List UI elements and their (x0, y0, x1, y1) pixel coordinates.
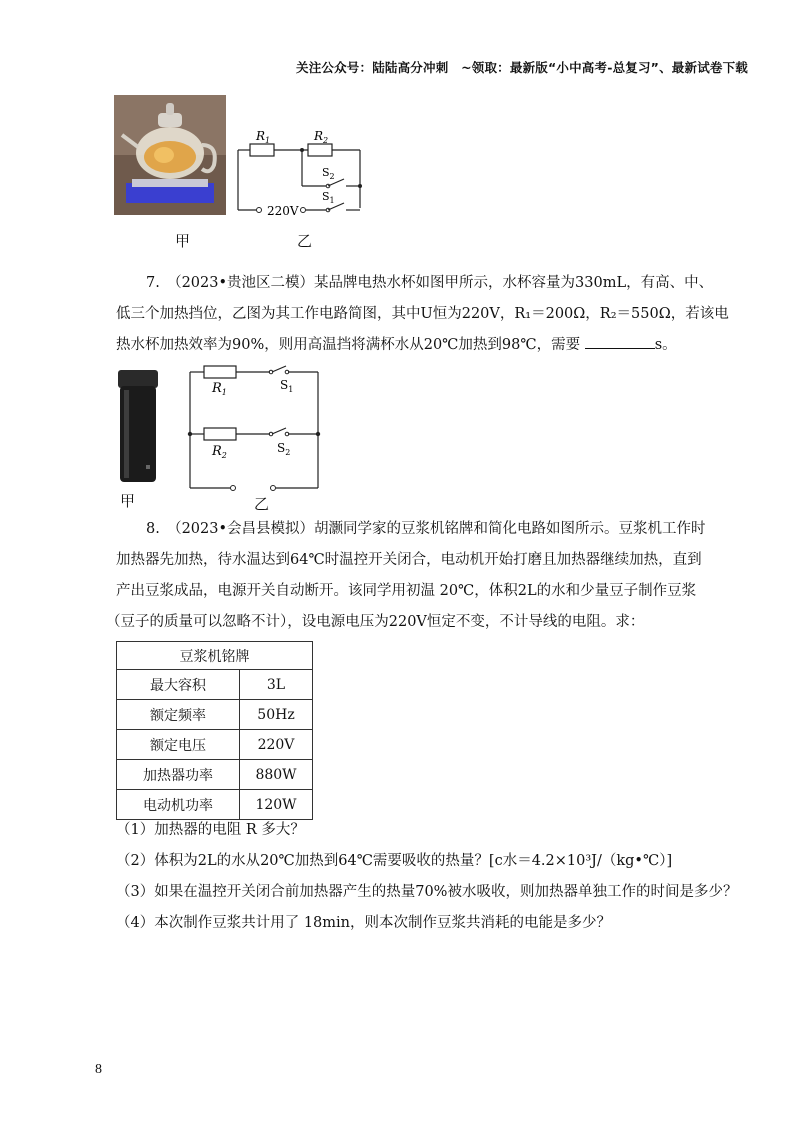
q7-line-3-unit: s。 (654, 337, 677, 353)
table-row (117, 760, 313, 790)
label-q7-s2: $S_2$ (277, 441, 291, 457)
row-value: 120W (240, 790, 313, 820)
q8-line-1: 8. （2023•会昌县模拟）胡灏同学家的豆浆机铭牌和简化电路如图所示。豆浆机工作时 (146, 521, 706, 537)
thermos-cup-photo (116, 370, 160, 485)
q8-line-2: 加热器先加热，待水温达到64℃时温控开关闭合，电动机开始打磨且加热器继续加热，直到 (116, 552, 702, 568)
q8-line-3: 产出豆浆成品，电源开关自动断开。该同学用初温 20℃，体积2L的水和少量豆子制作豆浆 (116, 583, 697, 599)
q7-line-2: 低三个加热挡位，乙图为其工作电路简图，其中U恒为220V，R₁＝200Ω，R₂＝550Ω，若该电 (116, 306, 729, 322)
row-value: 880W (240, 760, 313, 790)
q8-sub-3: （3）如果在温控开关闭合前加热器产生的热量70%被水吸收，则加热器单独工作的时间是多少？ (116, 884, 738, 900)
nameplate-table (116, 641, 313, 820)
label-r1: $R_1$ (256, 129, 271, 145)
row-value: 220V (240, 730, 313, 760)
resistor-r2 (308, 144, 332, 156)
page-header: 关注公众号：陆陆高分冲刺 ~领取：最新版“小中高考-总复习”、最新试卷下载 (296, 60, 748, 75)
circuit-diagram-top (230, 120, 370, 230)
label-q7-r1: $R_1$ (212, 381, 227, 397)
teapot-photo-image (114, 95, 226, 215)
row-label: 加热器功率 (117, 760, 240, 790)
q8-sub-1: （1）加热器的电阻 R 多大？ (116, 822, 305, 838)
row-label: 最大容积 (117, 670, 240, 700)
q7-line-3 (116, 334, 677, 356)
q7-caption-yi: 乙 (254, 495, 270, 513)
figure-caption-yi: 乙 (297, 232, 313, 250)
figure-caption-jia: 甲 (175, 232, 191, 250)
page-number: 8 (95, 1062, 102, 1077)
teapot-photo (114, 95, 226, 215)
table-row (117, 790, 313, 820)
table-row (117, 730, 313, 760)
row-value: 50Hz (240, 700, 313, 730)
label-s1: $S_1$ (322, 190, 335, 205)
table-row (117, 670, 313, 700)
row-label: 额定频率 (117, 700, 240, 730)
q7-line-3-text: 热水杯加热效率为90%，则用高温挡将满杯水从20℃加热到98℃，需要 (116, 337, 581, 353)
q7-answer-blank (585, 334, 655, 349)
q7-line-1: 7. （2023•贵池区二模）某品牌电热水杯如图甲所示，水杯容量为330mL，有高、中、 (146, 275, 714, 291)
row-value: 3L (240, 670, 313, 700)
q8-sub-4: （4）本次制作豆浆共计用了 18min，则本次制作豆浆共消耗的电能是多少？ (116, 915, 612, 931)
q8-sub-2: （2）体积为2L的水从20℃加热到64℃需要吸收的热量？[c水＝4.2×10³J/（kg•℃）] (116, 853, 673, 869)
q8-line-4: （豆子的质量可以忽略不计），设电源电压为220V恒定不变，不计导线的电阻。求： (106, 614, 645, 630)
row-label: 电动机功率 (117, 790, 240, 820)
nameplate-title: 豆浆机铭牌 (117, 642, 313, 670)
row-label: 额定电压 (117, 730, 240, 760)
circuit-diagram-q7 (182, 362, 332, 497)
label-voltage: 220V (267, 204, 299, 218)
q7-caption-jia: 甲 (120, 492, 136, 510)
label-r2: $R_2$ (314, 129, 329, 145)
resistor-r1 (250, 144, 274, 156)
label-q7-r2: $R_2$ (212, 444, 227, 460)
table-row (117, 700, 313, 730)
label-q7-s1: $S_1$ (280, 378, 294, 394)
label-s2: $S_2$ (322, 166, 335, 181)
